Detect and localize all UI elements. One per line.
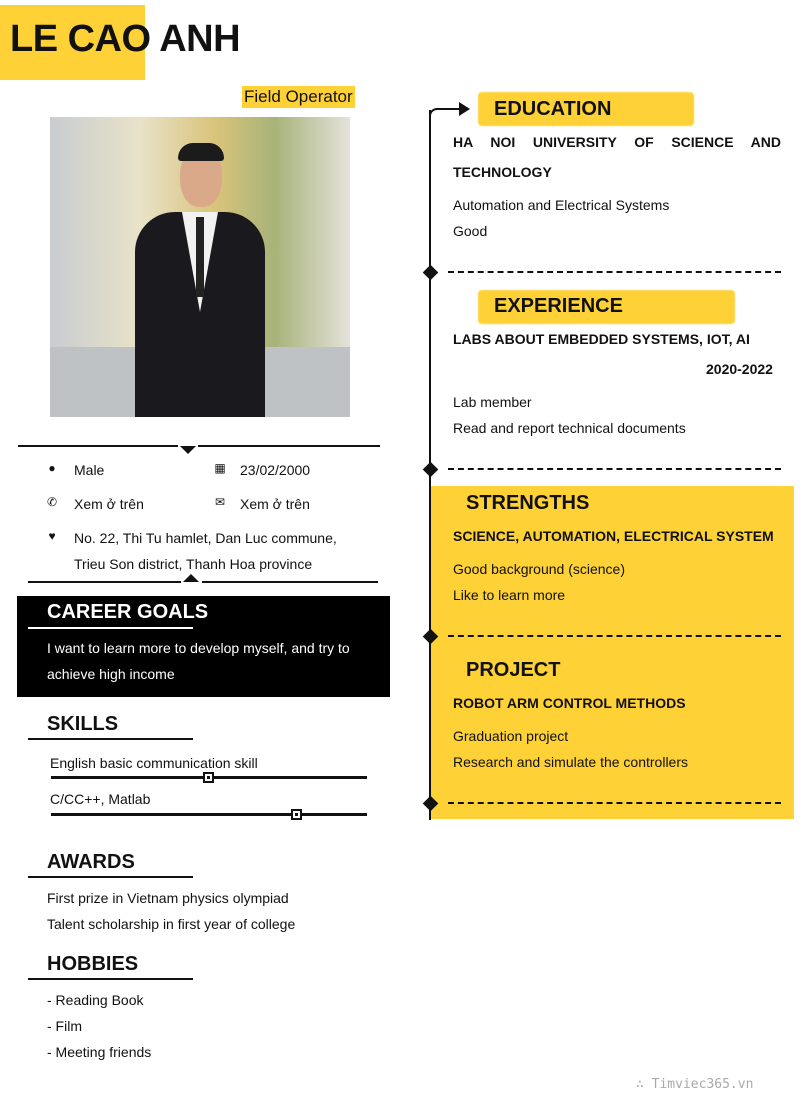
experience-period: 2020-2022 <box>706 361 773 377</box>
career-goals-title: CAREER GOALS <box>47 601 209 623</box>
school-name: HA NOI UNIVERSITY OF SCIENCE AND <box>453 134 781 150</box>
skills-title: SKILLS <box>47 713 119 735</box>
project-title: PROJECT <box>466 659 561 681</box>
award-item: Talent scholarship in first year of college <box>47 916 296 932</box>
strengths-title: STRENGTHS <box>466 492 590 514</box>
career-goals-line1: I want to learn more to develop myself, and try to <box>47 640 350 656</box>
job-title: Field Operator <box>244 87 353 106</box>
strength-item: Like to learn more <box>453 587 566 603</box>
email: Xem ở trên <box>240 496 310 512</box>
candidate-name: LE CAO ANH <box>10 18 241 60</box>
award-item: First prize in Vietnam physics olympiad <box>47 890 289 906</box>
career-goals-line2: achieve high income <box>47 666 175 682</box>
skill-level-knob <box>203 772 214 783</box>
skill-label: English basic communication skill <box>50 755 258 771</box>
experience-title: EXPERIENCE <box>494 295 623 317</box>
skill-level-knob <box>291 809 302 820</box>
birthday: 23/02/2000 <box>240 462 311 478</box>
project-item: Graduation project <box>453 728 569 744</box>
major: Automation and Electrical Systems <box>453 197 670 213</box>
experience-role: Lab member <box>453 394 532 410</box>
user-icon: ● <box>48 461 56 475</box>
phone-icon: ✆ <box>46 495 58 509</box>
project-subtitle: ROBOT ARM CONTROL METHODS <box>453 695 686 711</box>
grade: Good <box>453 223 488 239</box>
education-title: EDUCATION <box>494 98 612 120</box>
strength-item: Good background (science) <box>453 561 625 577</box>
gender: Male <box>74 462 105 478</box>
address-line1: No. 22, Thi Tu hamlet, Dan Luc commune, <box>74 530 337 546</box>
hobbies-title: HOBBIES <box>47 953 139 975</box>
caret-up-icon <box>183 574 199 582</box>
timeline-diamond-icon <box>423 462 439 478</box>
calendar-icon: ▦ <box>214 461 226 475</box>
address-line2: Trieu Son district, Thanh Hoa province <box>74 556 313 572</box>
arrow-right-icon <box>459 102 470 116</box>
project-item: Research and simulate the controllers <box>453 754 689 770</box>
email-icon: ✉ <box>214 495 226 509</box>
skill-bar <box>51 813 367 816</box>
hobby-item: - Reading Book <box>47 992 144 1008</box>
profile-photo <box>50 117 350 417</box>
experience-desc: Read and report technical documents <box>453 420 686 436</box>
strengths-subtitle: SCIENCE, AUTOMATION, ELECTRICAL SYSTEM <box>453 528 774 544</box>
timeline-diamond-icon <box>423 265 439 281</box>
phone: Xem ở trên <box>74 496 144 512</box>
school-name-cont: TECHNOLOGY <box>453 164 552 180</box>
skill-label: C/CC++, Matlab <box>50 791 151 807</box>
location-icon: ♥ <box>48 529 56 543</box>
experience-org: LABS ABOUT EMBEDDED SYSTEMS, IOT, AI <box>453 331 750 347</box>
hobby-item: - Film <box>47 1018 82 1034</box>
hobby-item: - Meeting friends <box>47 1044 152 1060</box>
awards-title: AWARDS <box>47 851 135 873</box>
watermark: ∴ Timviec365.vn <box>636 1077 754 1092</box>
caret-down-icon <box>180 446 196 454</box>
